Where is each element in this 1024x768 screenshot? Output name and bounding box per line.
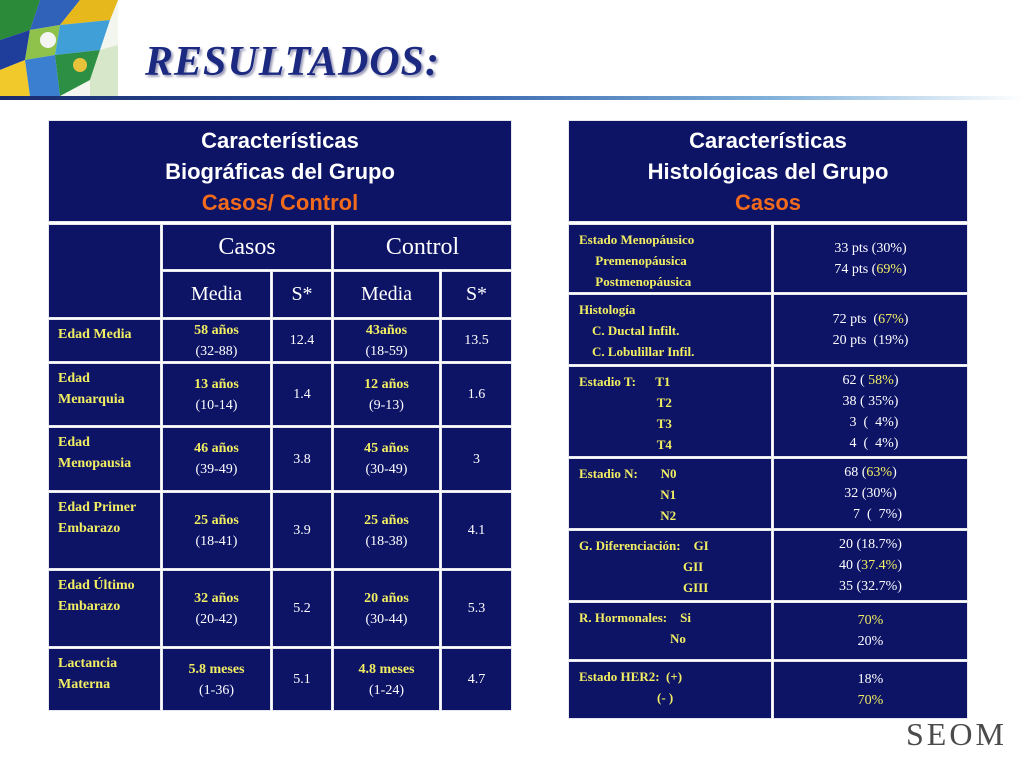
table-cell-control-media — [333, 319, 440, 362]
range-text: (39-49) — [195, 462, 238, 477]
range-text: (9-13) — [368, 397, 404, 413]
table-cell-control-media — [333, 492, 440, 569]
value-text: ) — [897, 558, 902, 573]
value-text: 62 ( — [842, 372, 869, 388]
right-row-value — [773, 366, 968, 457]
value-line — [858, 631, 884, 652]
value-text: 68 ( — [844, 465, 867, 480]
value-text: 74 pts ( — [834, 261, 877, 277]
table-cell-casos-media — [162, 363, 271, 426]
table-cell-casos-s: 5.2 — [272, 570, 332, 647]
right-row-value — [773, 530, 968, 601]
group-header-casos: Casos — [162, 224, 332, 270]
group-header-control: Control — [333, 224, 512, 270]
range-text: (20-42) — [195, 611, 238, 627]
row-label-primer-embarazo: Edad Primer Embarazo — [48, 492, 161, 569]
table-cell-control-s: 4.1 — [441, 492, 512, 569]
value-text: 45 años — [364, 441, 409, 456]
value-text: 25 años — [364, 512, 409, 528]
table-cell-casos-s: 5.1 — [272, 648, 332, 711]
table-cell-control-s: 1.6 — [441, 363, 512, 426]
left-header-line1: Características — [201, 128, 359, 153]
table-cell-casos-media — [162, 492, 271, 569]
table-cell-control-media — [333, 648, 440, 711]
value-line — [858, 669, 884, 690]
right-row-value — [773, 294, 968, 365]
highlight-text: 70% — [857, 693, 884, 708]
right-row-label: Estado HER2: (+) (- ) — [568, 661, 772, 719]
value-text: 20 (18.7%) — [838, 537, 902, 552]
table-cell-casos-media — [162, 570, 271, 647]
table-cell-control-media — [333, 570, 440, 647]
subheader-s-casos: S* — [272, 271, 332, 318]
right-row-label: Estadio T: T1 T2 T3 T4 — [568, 366, 772, 457]
right-header-line3: Casos — [734, 190, 802, 215]
right-table-header — [568, 120, 968, 222]
value-line — [842, 412, 898, 433]
range-text: (18-41) — [195, 533, 238, 549]
title-underline — [0, 96, 1024, 100]
value-line — [834, 259, 906, 280]
right-row-value — [773, 602, 968, 660]
table-cell-casos-media — [162, 427, 271, 491]
row-label-lactancia: Lactancia Materna — [48, 648, 161, 711]
value-line — [858, 610, 884, 631]
right-header-line1: Características — [689, 128, 847, 153]
highlight-text: 70% — [857, 613, 884, 628]
value-text: 72 pts ( — [832, 311, 879, 327]
row-label-edad-menopausia: Edad Menopausia — [48, 427, 161, 491]
value-text: 32 (30%) — [844, 486, 897, 501]
value-text: 20% — [857, 634, 884, 649]
value-line — [839, 534, 902, 555]
range-text: (10-14) — [195, 397, 238, 413]
highlight-text: 58% — [868, 372, 894, 388]
subheader-s-control: S* — [441, 271, 512, 318]
subheader-media-casos: Media — [162, 271, 271, 318]
value-line — [833, 330, 909, 351]
range-text: (18-59) — [365, 343, 408, 359]
mosaic-logo-icon — [0, 0, 118, 96]
right-row-value — [773, 661, 968, 719]
value-line — [839, 576, 902, 597]
left-table-header — [48, 120, 512, 222]
table-cell-casos-media — [162, 319, 271, 362]
value-text: 46 años — [194, 441, 239, 456]
value-text: 3 ( 4%) — [842, 414, 899, 430]
range-text: (1-36) — [199, 682, 234, 698]
value-text: ) — [902, 261, 907, 277]
highlight-text: 67% — [878, 311, 904, 327]
value-line — [839, 483, 902, 504]
value-text: 25 años — [194, 512, 239, 528]
table-cell-casos-media — [162, 648, 271, 711]
value-text: 33 pts (30%) — [834, 240, 907, 256]
page-title: RESULTADOS: — [145, 39, 440, 85]
row-label-ultimo-embarazo: Edad Último Embarazo — [48, 570, 161, 647]
table-cell-control-media — [333, 427, 440, 491]
right-row-label: Histología C. Ductal Infilt. C. Lobulillar Infil. — [568, 294, 772, 365]
right-row-value — [773, 224, 968, 293]
range-text: (1-24) — [369, 682, 404, 698]
right-row-label: Estado Menopáusico Premenopáusica Postmenopáusica — [568, 224, 772, 293]
seom-logo: SEOM — [906, 716, 1007, 752]
table-cell-control-s: 5.3 — [441, 570, 512, 647]
right-row-label: G. Diferenciación: GI GII GIII — [568, 530, 772, 601]
left-table-corner — [48, 224, 161, 318]
value-text: ) — [903, 311, 909, 327]
highlight-text: 37.4% — [861, 558, 898, 573]
table-cell-casos-s: 12.4 — [272, 319, 332, 362]
left-header-line3: Casos/ Control — [201, 190, 359, 215]
value-text: ) — [892, 465, 897, 480]
right-row-label: R. Hormonales: Si No — [568, 602, 772, 660]
value-text: 4.8 meses — [358, 661, 415, 677]
table-cell-casos-s: 3.8 — [272, 427, 332, 491]
value-text: 7 ( 7%) — [839, 507, 902, 522]
value-text: 4 ( 4%) — [842, 435, 899, 451]
value-line — [839, 462, 902, 483]
row-label-edad-media: Edad Media — [48, 319, 161, 362]
value-line — [842, 433, 898, 454]
value-text: 38 ( 35%) — [842, 393, 899, 409]
table-cell-control-s: 3 — [441, 427, 512, 491]
table-cell-casos-s: 1.4 — [272, 363, 332, 426]
left-header-line2: Biográficas del Grupo — [165, 159, 395, 184]
value-text: 20 años — [364, 590, 409, 606]
table-cell-control-s: 13.5 — [441, 319, 512, 362]
value-line — [834, 238, 906, 259]
table-cell-control-s: 4.7 — [441, 648, 512, 711]
value-text: 13 años — [194, 376, 239, 392]
value-text: 18% — [857, 672, 884, 687]
row-label-edad-menarquia: Edad Menarquia — [48, 363, 161, 426]
value-text: 20 pts (19%) — [832, 332, 909, 348]
subheader-media-control: Media — [333, 271, 440, 318]
value-line — [839, 504, 902, 525]
value-line — [842, 391, 898, 412]
table-cell-control-media — [333, 363, 440, 426]
range-text: (30-44) — [365, 611, 408, 627]
value-text: 32 años — [194, 590, 239, 606]
right-header-line2: Histológicas del Grupo — [647, 159, 889, 184]
value-text: 35 (32.7%) — [838, 579, 902, 594]
value-line — [839, 555, 902, 576]
range-text: (30-49) — [365, 462, 408, 477]
value-text: 40 ( — [838, 558, 862, 573]
value-line — [842, 370, 898, 391]
table-cell-casos-s: 3.9 — [272, 492, 332, 569]
highlight-text: 69% — [876, 261, 902, 277]
range-text: (18-38) — [365, 533, 408, 549]
value-text: ) — [893, 372, 899, 388]
value-text: 58 años — [194, 322, 239, 338]
right-row-label: Estadio N: N0 N1 N2 — [568, 458, 772, 529]
value-text: 5.8 meses — [188, 661, 245, 677]
value-text: 12 años — [364, 376, 409, 392]
highlight-text: 63% — [866, 465, 893, 480]
value-line — [833, 309, 909, 330]
value-line — [858, 690, 884, 711]
right-row-value — [773, 458, 968, 529]
range-text: (32-88) — [195, 343, 238, 359]
value-text: 43años — [365, 322, 408, 338]
